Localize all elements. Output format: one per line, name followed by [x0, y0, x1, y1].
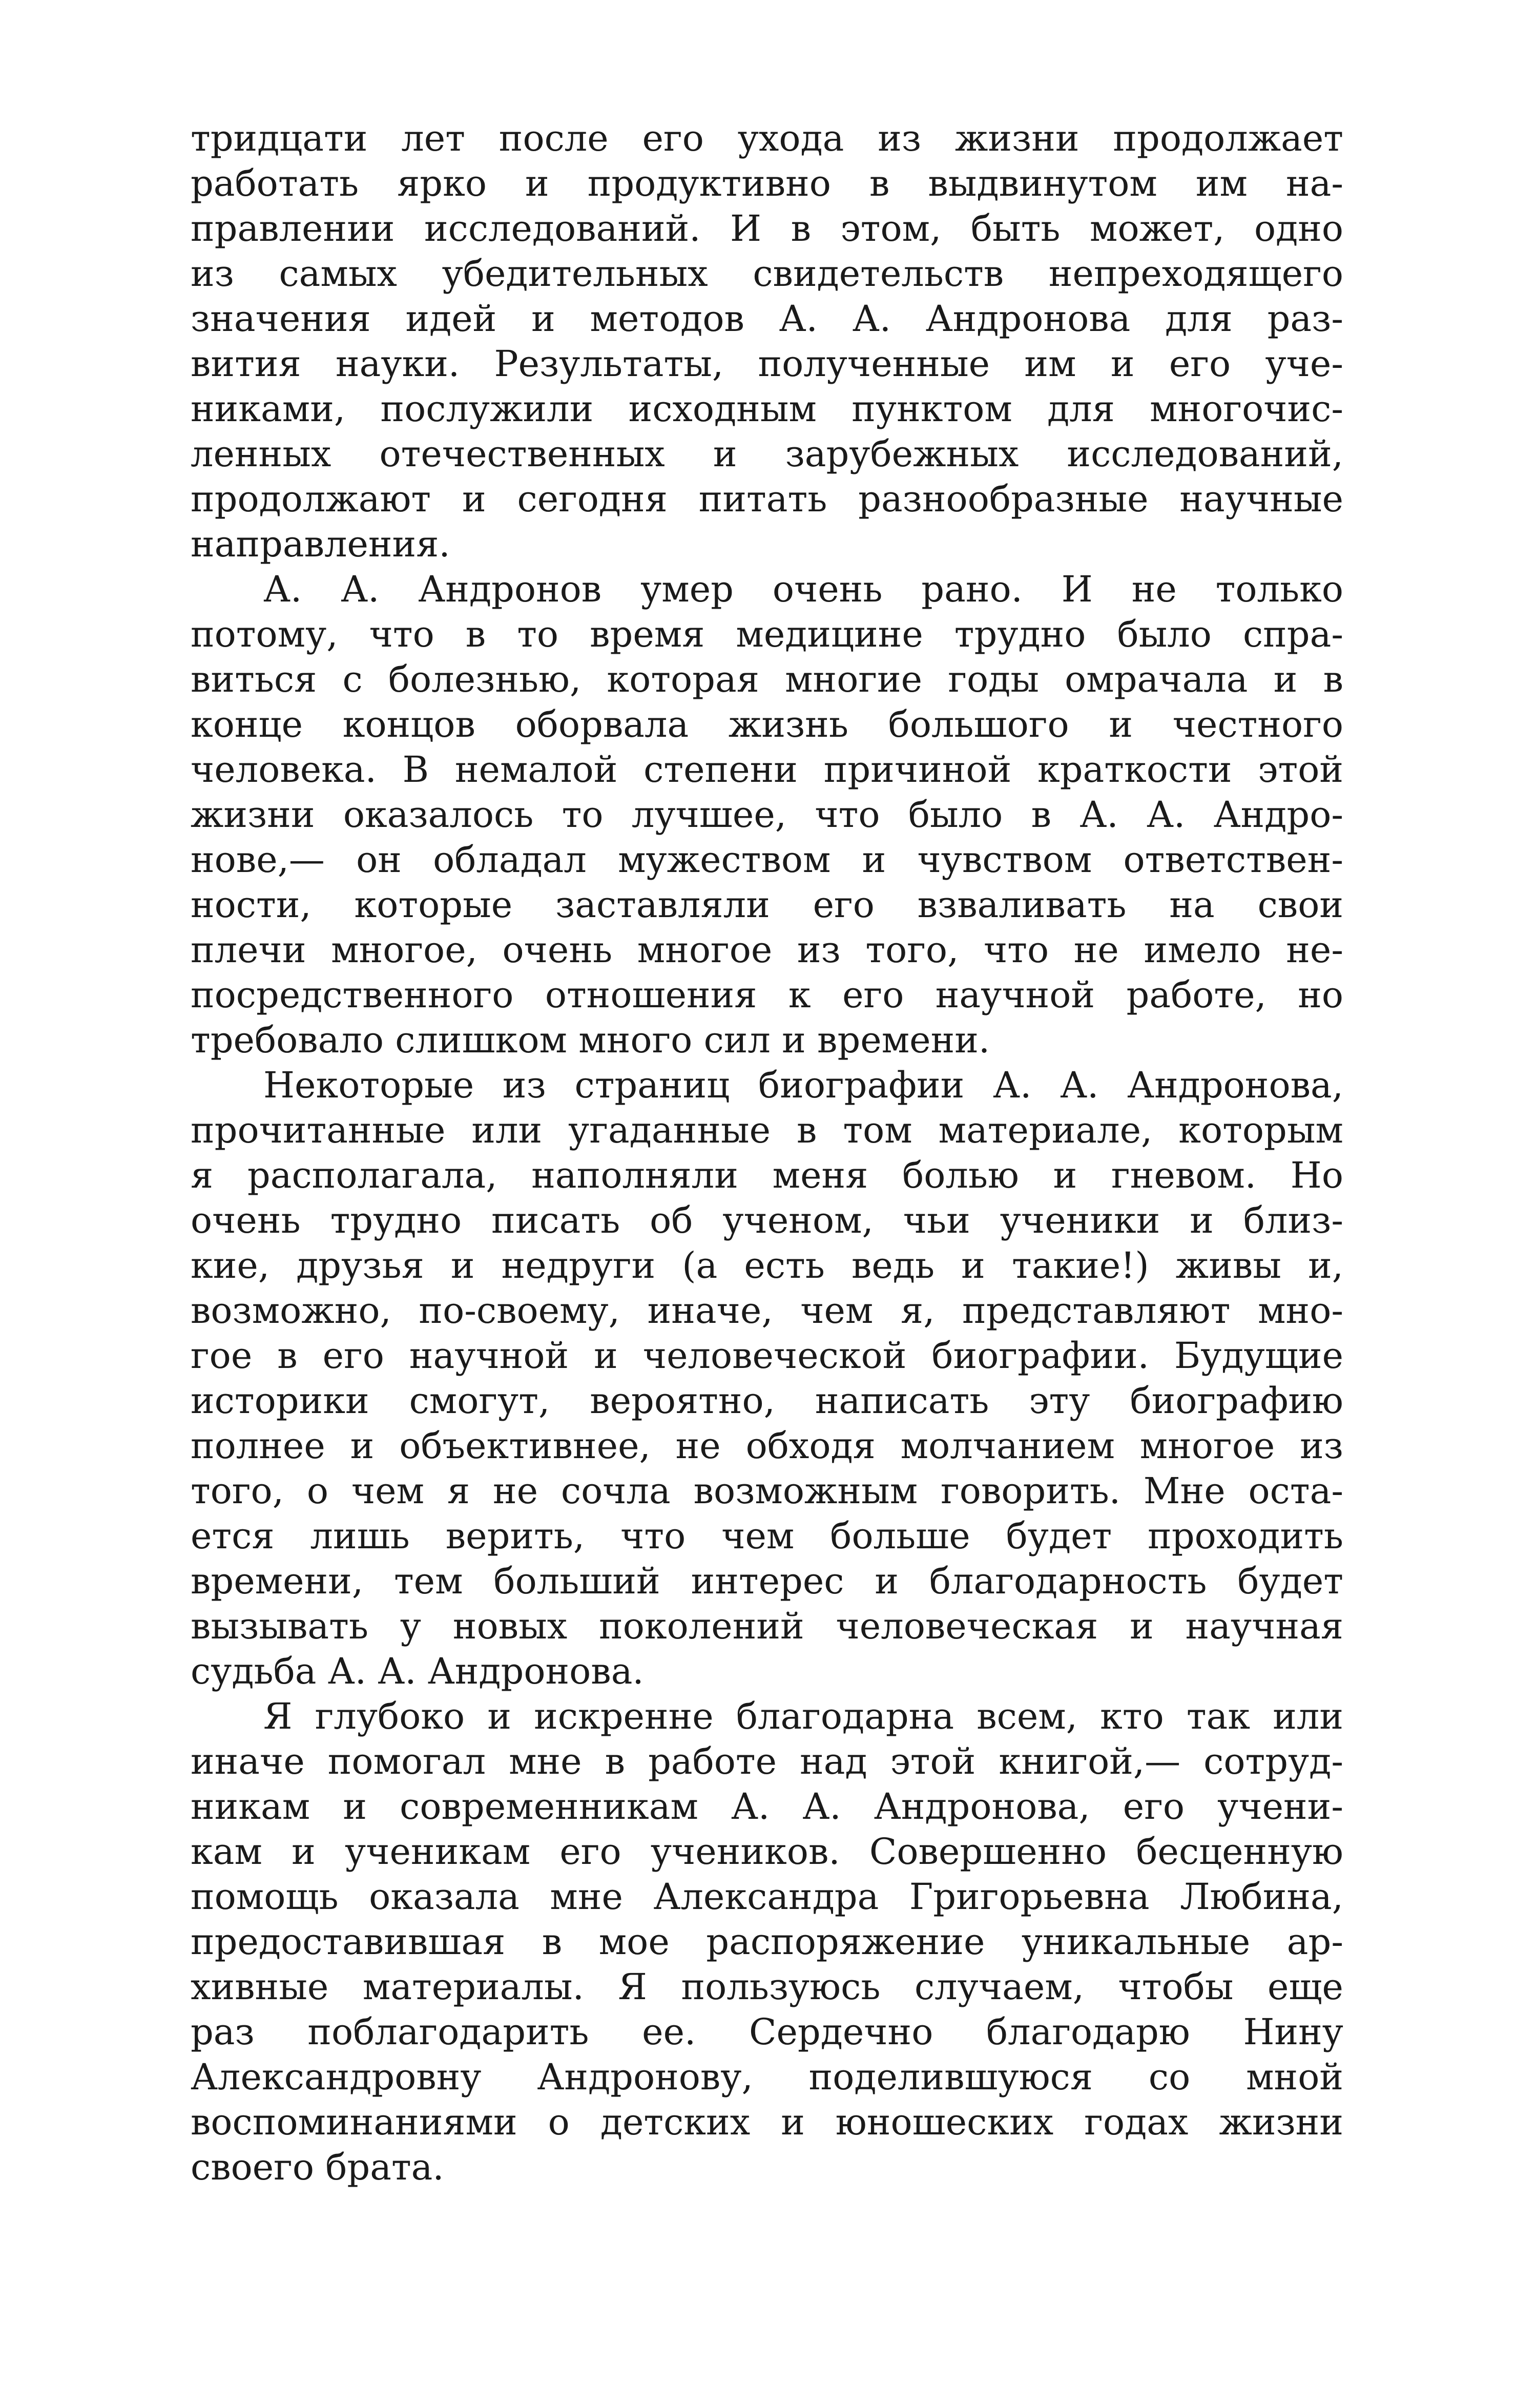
- text-line: прочитанные или угаданные в том материале, которым: [191, 1109, 1343, 1151]
- text-line: потому, что в то время медицине трудно было спра-: [191, 613, 1343, 655]
- text-line: требовало слишком много сил и времени.: [191, 1019, 990, 1061]
- text-line: судьба А. А. Андронова.: [191, 1650, 644, 1692]
- text-line: ности, которые заставляли его взваливать на свои: [191, 884, 1343, 926]
- text-column: [191, 116, 1343, 2190]
- text-line: своего брата.: [191, 2146, 444, 2188]
- text-line: ленных отечественных и зарубежных исследований,: [191, 433, 1343, 475]
- text-line: историки смогут, вероятно, написать эту биографию: [191, 1380, 1343, 1422]
- text-line: иначе помогал мне в работе над этой книгой,— сотруд-: [191, 1740, 1343, 1782]
- text-line: времени, тем больший интерес и благодарность будет: [191, 1560, 1343, 1602]
- text-line: плечи многое, очень многое из того, что не имело не-: [191, 929, 1343, 971]
- text-line: жизни оказалось то лучшее, что было в А. А. Андро-: [191, 794, 1343, 836]
- text-line: из самых убедительных свидетельств непреходящего: [191, 253, 1343, 295]
- text-line: помощь оказала мне Александра Григорьевна Любина,: [191, 1876, 1343, 1918]
- text-line: виться с болезнью, которая многие годы омрачала и в: [191, 658, 1343, 700]
- text-line: предоставившая в мое распоряжение уникальные ар-: [191, 1921, 1343, 1963]
- text-line: гое в его научной и человеческой биографии. Будущие: [191, 1335, 1343, 1377]
- text-line: правлении исследований. И в этом, быть может, одно: [191, 207, 1343, 250]
- text-line: воспоминаниями о детских и юношеских годах жизни: [191, 2101, 1343, 2143]
- text-line: никам и современникам А. А. Андронова, его учени-: [191, 1786, 1343, 1828]
- text-line: Некоторые из страниц биографии А. А. Андронова,: [263, 1064, 1343, 1106]
- text-line: тридцати лет после его ухода из жизни продолжает: [191, 117, 1343, 159]
- text-line: раз поблагодарить ее. Сердечно благодарю Нину: [191, 2011, 1343, 2053]
- text-line: хивные материалы. Я пользуюсь случаем, чтобы еще: [191, 1966, 1343, 2008]
- text-line: А. А. Андронов умер очень рано. И не только: [263, 568, 1343, 610]
- text-line: посредственного отношения к его научной работе, но: [191, 974, 1343, 1016]
- text-line: человека. В немалой степени причиной краткости этой: [191, 749, 1343, 791]
- text-line: я располагала, наполняли меня болью и гневом. Но: [191, 1154, 1343, 1196]
- text-line: продолжают и сегодня питать разнообразные научные: [191, 478, 1343, 520]
- text-line: ется лишь верить, что чем больше будет проходить: [191, 1515, 1343, 1557]
- text-line: того, о чем я не сочла возможным говорить. Мне оста-: [191, 1470, 1343, 1512]
- text-line: Александровну Андронову, поделившуюся со мной: [191, 2056, 1343, 2098]
- text-line: направления.: [191, 523, 450, 565]
- text-line: никами, послужили исходным пунктом для многочис-: [191, 388, 1343, 430]
- text-line: возможно, по-своему, иначе, чем я, представляют мно-: [191, 1290, 1343, 1332]
- paragraph-4: [191, 1694, 1343, 2190]
- text-line: Я глубоко и искренне благодарна всем, кто так или: [263, 1695, 1343, 1737]
- text-line: конце концов оборвала жизнь большого и честного: [191, 703, 1343, 745]
- text-line: работать ярко и продуктивно в выдвинутом им на-: [191, 162, 1343, 204]
- text-line: нове,— он обладал мужеством и чувством ответствен-: [191, 839, 1343, 881]
- text-line: вития науки. Результаты, полученные им и его уче-: [191, 343, 1343, 385]
- text-line: кам и ученикам его учеников. Совершенно бесценную: [191, 1831, 1343, 1873]
- text-line: полнее и объективнее, не обходя молчанием многое из: [191, 1425, 1343, 1467]
- paragraph-3: [191, 1063, 1343, 1694]
- text-line: очень трудно писать об ученом, чьи ученики и близ-: [191, 1199, 1343, 1241]
- paragraph-1: [191, 116, 1343, 567]
- text-line: вызывать у новых поколений человеческая и научная: [191, 1605, 1343, 1647]
- text-line: значения идей и методов А. А. Андронова для раз-: [191, 298, 1343, 340]
- paragraph-2: [191, 567, 1343, 1063]
- text-line: кие, друзья и недруги (а есть ведь и такие!) живы и,: [191, 1244, 1343, 1286]
